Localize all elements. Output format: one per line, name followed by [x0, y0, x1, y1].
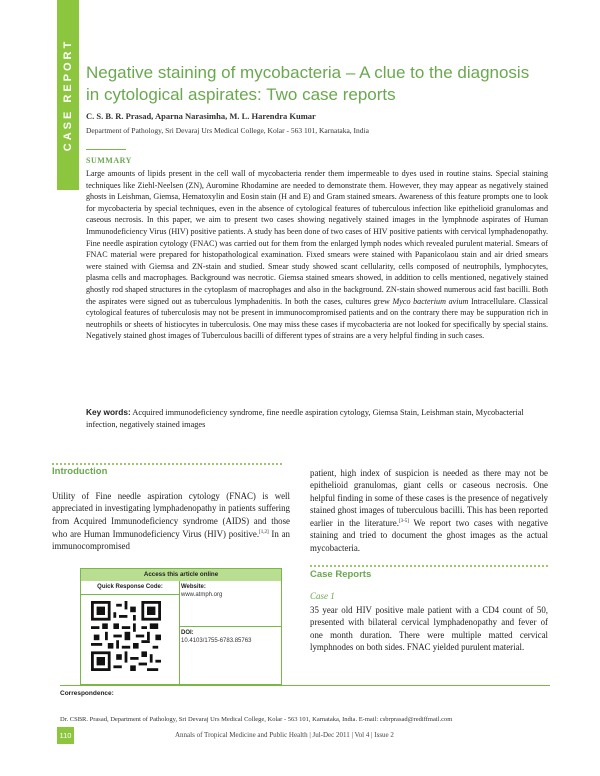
page-footer: [0, 727, 600, 776]
abstract-part-1: Large amounts of lipids present in the cell wall of mycobacteria render them impermeable to dyes used in routine stains. Special staining techniques like Ziehl-Neelsen (ZN), Auromine Rhodamine are needed to demonstrate them. However, they may appear as negatively stained ghosts in Leishman, Giemsa, Hematoxylin and Eosin stain (H and E) and Gram stained smears. Awareness of this feature prompts one to look for mycobacteria by special techniques, even in the absence of cytological features of tuberculous infection like epithelioid granulomas and caseous necrosis. In this paper, we aim to present two cases showing negatively stained images in the lymphnode aspirates of Human Immunodeficiency Virus (HIV) positive patients. A study has been done of two cases of HIV positive patients with cervical lymphadenopathy. Fine needle aspiration cytology (FNAC) was carried out for them from the enlarged lymph nodes which revealed purulent material. Smears of FNAC material were prepared for histopathological examination. Fixed smears were stained with Papanicolaou stain and air dried smears were stained with Giemsa and ZN-stain and studied. Smear study showed scant cellularity, cells composed of neutrophils, lymphocytes, plasma cells and macrophages. Background was necrotic. Giemsa stained smears showed, in addition to cells mentioned, negatively stained ghostly rod shaped structures in the cytoplasm of macrophages and also in the background. ZN-stain showed numerous acid fast bacilli. Both the aspirates were signed out as tuberculous lymphadenitis. In both the cases, cultures grew: [86, 169, 548, 306]
abstract: [86, 168, 548, 342]
keywords-text: Acquired immunodeficiency syndrome, fine needle aspiration cytology, Giemsa Stain, Leishman stain, Mycobacterial infection, negatively stained images: [86, 408, 524, 429]
website-label: Website:: [181, 584, 206, 590]
affiliation: Department of Pathology, Sri Devaraj Urs Medical College, Kolar - 563 101, Karnataka, India: [86, 126, 369, 135]
case-report-label-wrap: [57, 0, 79, 190]
case-report-label: CASE REPORT: [62, 38, 74, 152]
case-divider: [310, 565, 548, 567]
right-ref: [3-5]: [398, 519, 409, 525]
intro-body: Utility of Fine needle aspiration cytology (FNAC) is well appreciated in investigating lymphadenopathy in patients suffering from Acquired Immunodeficiency syndrome (AIDS) and those who are Human Immunodeficiency Virus (HIV) positive.: [52, 491, 290, 539]
intro-tail: In an immunocompromised: [52, 528, 290, 552]
intro-text: [52, 490, 290, 552]
qr-panel: [81, 581, 180, 684]
authors: C. S. B. R. Prasad, Aparna Narasimha, M. L. Harendra Kumar: [86, 111, 316, 121]
doi-label: DOI:: [181, 630, 194, 636]
website-link[interactable]: www.atmph.org: [181, 592, 223, 598]
correspondence-label: Correspondence:: [60, 690, 114, 697]
abstract-organism: Myco bacterium avium: [392, 296, 469, 306]
website-panel: [179, 581, 281, 627]
qr-code-icon[interactable]: [91, 601, 161, 671]
intro-ref: [1,2]: [259, 529, 269, 535]
correspondence-text: Dr. CSBR. Prasad, Department of Pathology, Sri Devaraj Urs Medical College, Kolar - 563 101, Karnataka, India. E-mail: csbrprasad@rediffmail.com: [60, 716, 453, 723]
case1-text: 35 year old HIV positive male patient with a CD4 count of 50, presented with bilateral cervical lymphadenopathy and fever of one month duration. There were multiple matted cervical lymphnodes on both sides. FNAC yielded purulent material.: [310, 605, 548, 652]
access-box-title: Access this article online: [81, 569, 281, 581]
abstract-part-2: Intracellulare. Classical cytological features of tuberculosis may not be present in immunocompromised patients and on the contrary there may be suppuration rich in neutrophils or sheets of histiocytes in tuberculosis. One may miss these cases if mycobacteria are not looked for specifically by special stains. Negatively stained ghost images of Tuberculous bacilli of different types of strains are a very helpful finding in such cases.: [86, 296, 548, 341]
intro-heading: Introduction: [52, 466, 108, 477]
doi-value[interactable]: 10.4103/1755-6783.85763: [181, 638, 252, 644]
doi-panel: [179, 627, 281, 684]
intro-divider: [52, 463, 282, 465]
article-title: Negative staining of mycobacteria – A clue to the diagnosis in cytological aspirates: Two case reports: [86, 63, 530, 104]
case-heading: Case Reports: [310, 569, 372, 580]
journal-footer: Annals of Tropical Medicine and Public Health | Jul-Dec 2011 | Vol 4 | Issue 2: [175, 731, 394, 739]
correspondence-rule: [60, 685, 550, 686]
access-article-box: [80, 568, 282, 685]
keywords: [86, 406, 548, 431]
keywords-label: Key words:: [86, 407, 131, 417]
right-text-1: patient, high index of suspicion is needed as there may not be epithelioid granulomas, giant cells or caseous necrosis. One helpful finding in some of these cases is the presence of negatively stained ghost images of tuberculous bacilli. This has been reported earlier in the literature.: [310, 468, 548, 529]
right-col-text: [310, 467, 548, 554]
summary-rule: [86, 149, 126, 150]
case1-label: Case 1: [310, 591, 335, 601]
summary-heading: SUMMARY: [86, 156, 132, 165]
qr-label: Quick Response Code:: [81, 581, 179, 595]
right-text-2: We report two cases with negative staining and tried to document the ghost images as the actual mycobacteria.: [310, 518, 549, 553]
page-number: 110: [57, 727, 74, 744]
